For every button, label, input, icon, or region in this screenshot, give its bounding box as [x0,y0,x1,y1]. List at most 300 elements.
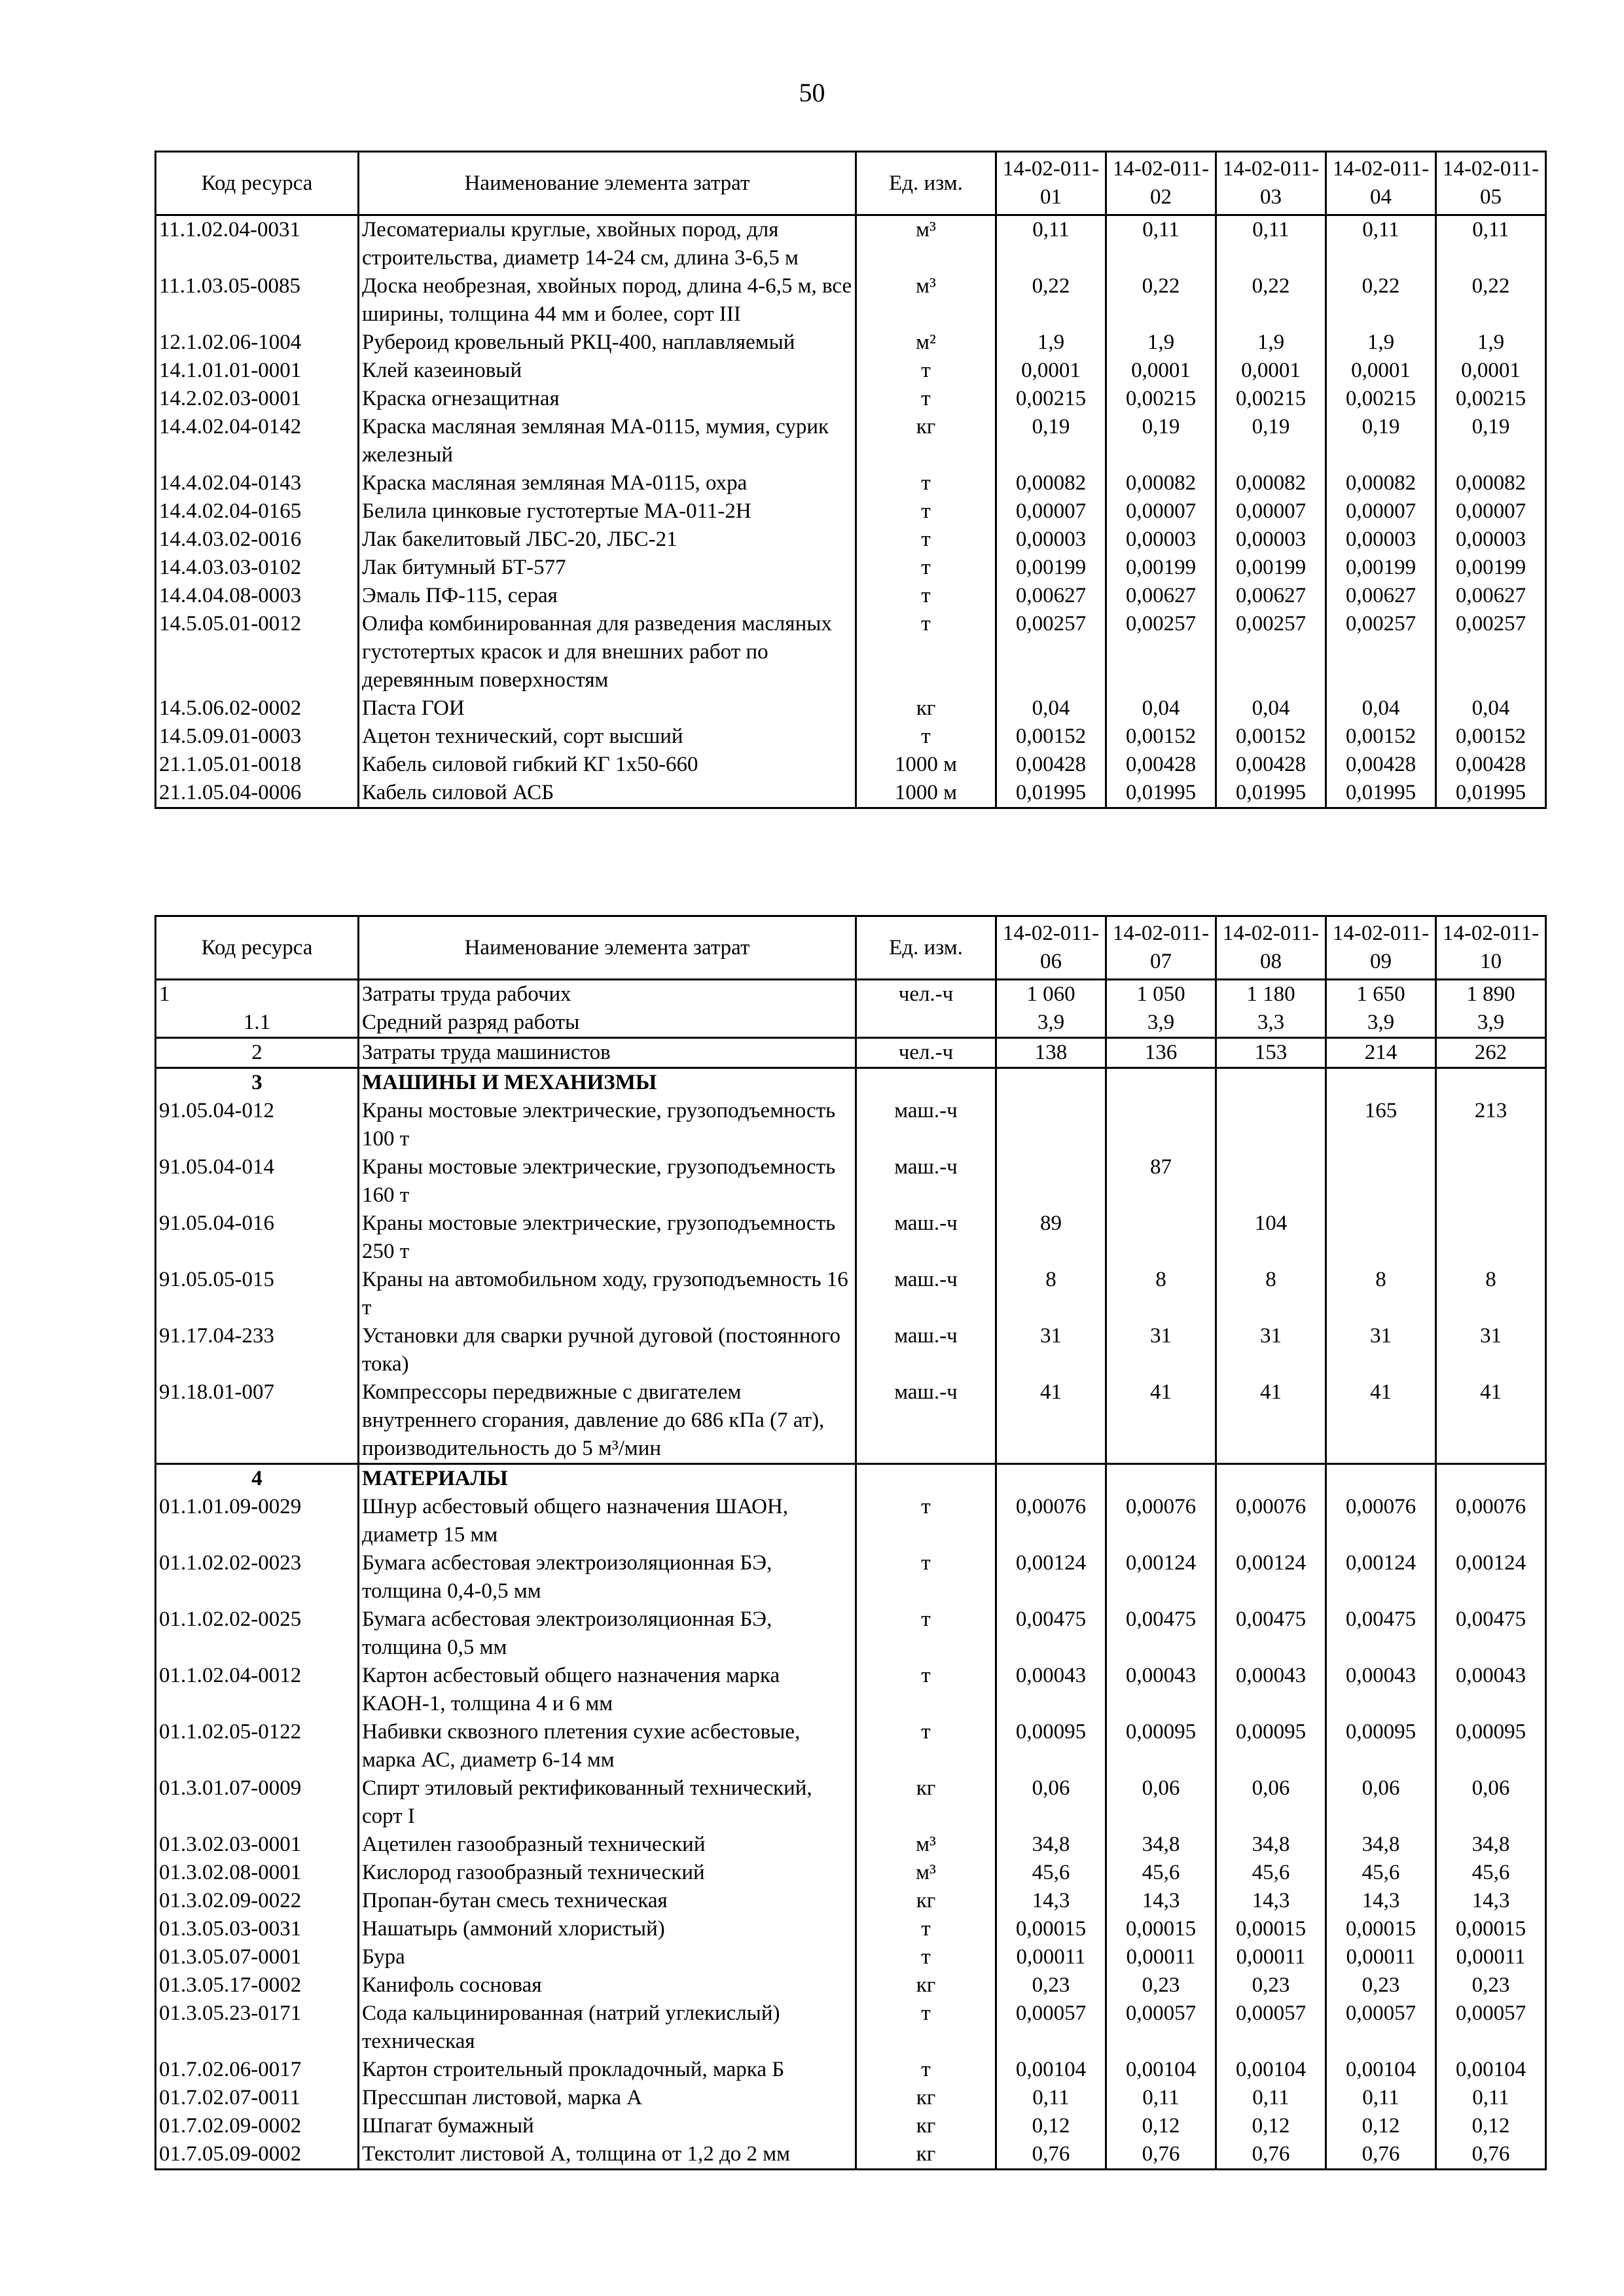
resource-value: 0,04 [1216,694,1326,723]
resource-value: 1 180 [1216,980,1326,1009]
resource-code: 2 [156,1038,359,1068]
resource-value: 0,11 [1106,215,1216,273]
resource-value: 0,00475 [1106,1605,1216,1662]
resource-value: 0,00104 [1326,2056,1436,2084]
resource-unit: 1000 м [856,779,996,808]
table-row [156,1378,1546,1464]
resource-value: 0,12 [1106,2112,1216,2140]
resource-code: 91.05.04-014 [156,1153,359,1210]
header-col-9: 14-02-011-09 [1326,916,1436,980]
resource-value: 45,6 [996,1859,1106,1887]
resource-value: 0,00043 [1216,1662,1326,1718]
table-row [156,272,1546,329]
resource-value: 0,00428 [1326,751,1436,779]
resource-value: 3,9 [1326,1009,1436,1038]
resource-unit: т [856,1662,996,1718]
resource-value: 0,00215 [1436,385,1546,413]
resource-value: 0,0001 [1216,357,1326,385]
header-col-7: 14-02-011-07 [1106,916,1216,980]
resource-value: 0,00015 [1216,1915,1326,1943]
resource-unit: т [856,1915,996,1943]
resource-value: 34,8 [996,1831,1106,1859]
table-row [156,1068,1546,1098]
table-row [156,1662,1546,1718]
resource-unit: чел.-ч [856,1038,996,1068]
resource-value: 0,00043 [1106,1662,1216,1718]
table-row [156,1859,1546,1887]
resource-value: 0,00082 [996,469,1106,497]
resource-code: 14.4.04.08-0003 [156,582,359,610]
resource-value: 3,3 [1216,1009,1326,1038]
resource-value: 0,00124 [1436,1549,1546,1605]
resource-value: 0,11 [1436,2084,1546,2112]
resource-value [1436,1153,1546,1210]
resource-code: 91.05.04-012 [156,1097,359,1153]
table-row [156,215,1546,273]
resource-unit: т [856,1493,996,1549]
resource-name: Компрессоры передвижные с двигателем внутреннего сгорания, давление до 686 кПа (7 ат), производительность до 5 м³/мин [359,1378,856,1464]
resource-value: 0,19 [1216,413,1326,469]
resource-value [1436,1068,1546,1098]
header-col-10: 14-02-011-10 [1436,916,1546,980]
resource-value: 0,00104 [996,2056,1106,2084]
resource-value [1326,1153,1436,1210]
resource-unit: т [856,1605,996,1662]
table-row [156,1322,1546,1378]
resource-unit: маш.-ч [856,1322,996,1378]
resource-name: Пропан-бутан смесь техническая [359,1887,856,1915]
resource-unit: кг [856,1887,996,1915]
header-col-6: 14-02-011-06 [996,916,1106,980]
table-row [156,2056,1546,2084]
table-header-row [156,152,1546,215]
resource-value: 0,00475 [1326,1605,1436,1662]
resource-value: 87 [1106,1153,1216,1210]
resource-unit: маш.-ч [856,1097,996,1153]
resource-value: 0,00007 [996,497,1106,526]
resource-value: 0,00057 [1436,2000,1546,2056]
resource-value: 14,3 [1436,1887,1546,1915]
resource-name: Краска огнезащитная [359,385,856,413]
resource-value: 0,00199 [1326,554,1436,582]
resource-unit: м³ [856,272,996,329]
resource-code: 01.7.05.09-0002 [156,2140,359,2170]
resource-value [1326,1464,1436,1494]
resource-value: 0,00257 [996,610,1106,694]
resource-unit: кг [856,694,996,723]
resource-unit: м³ [856,215,996,273]
resource-name: Канифоль сосновая [359,1971,856,2000]
resource-value: 0,11 [1216,2084,1326,2112]
resource-code [156,1068,359,1098]
table-row [156,1943,1546,1971]
header-name: Наименование элемента затрат [359,916,856,980]
resource-name: Ацетилен газообразный технический [359,1831,856,1859]
resource-unit: т [856,526,996,554]
resource-code: 14.5.05.01-0012 [156,610,359,694]
header-col-5: 14-02-011-05 [1436,152,1546,215]
resource-code: 14.4.02.04-0142 [156,413,359,469]
resource-value: 0,22 [1436,272,1546,329]
table-row [156,1549,1546,1605]
resource-value [1216,1464,1326,1494]
resource-value: 0,12 [1436,2112,1546,2140]
resource-value [996,1068,1106,1098]
table-row [156,1493,1546,1549]
table-row [156,1266,1546,1322]
resource-unit: т [856,554,996,582]
resource-unit: т [856,2056,996,2084]
resource-name: Картон строительный прокладочный, марка Б [359,2056,856,2084]
resource-name: Затраты труда машинистов [359,1038,856,1068]
resource-value: 8 [996,1266,1106,1322]
resource-name: Эмаль ПФ-115, серая [359,582,856,610]
resource-value: 0,23 [996,1971,1106,2000]
resource-value: 0,00475 [1216,1605,1326,1662]
resource-value: 3,9 [996,1009,1106,1038]
resource-code: 01.1.02.02-0023 [156,1549,359,1605]
resource-value: 0,06 [996,1774,1106,1831]
resource-name: Лак битумный БТ-577 [359,554,856,582]
table-header-row [156,916,1546,980]
resource-value: 0,01995 [996,779,1106,808]
resource-value: 0,00199 [1216,554,1326,582]
resource-value: 0,19 [1106,413,1216,469]
resource-value: 0,00104 [1436,2056,1546,2084]
resource-value: 41 [1216,1378,1326,1464]
resource-value: 0,00003 [1326,526,1436,554]
resource-code: 01.1.02.04-0012 [156,1662,359,1718]
resource-value: 0,11 [1326,2084,1436,2112]
resource-unit [856,1464,996,1494]
resource-value: 0,00627 [1216,582,1326,610]
resource-value: 165 [1326,1097,1436,1153]
resource-value: 0,00076 [1216,1493,1326,1549]
resource-code: 14.4.02.04-0165 [156,497,359,526]
resource-value: 0,00627 [1106,582,1216,610]
resource-value: 0,00011 [996,1943,1106,1971]
resource-name: Краска масляная земляная МА-0115, мумия, сурик железный [359,413,856,469]
resource-code: 01.7.02.09-0002 [156,2112,359,2140]
resource-code: 01.3.02.09-0022 [156,1887,359,1915]
resource-code: 91.18.01-007 [156,1378,359,1464]
resource-code: 01.3.05.03-0031 [156,1915,359,1943]
resource-value: 3,9 [1436,1009,1546,1038]
resource-value: 41 [1326,1378,1436,1464]
resource-value [1106,1097,1216,1153]
table-row [156,1038,1546,1068]
resource-unit: кг [856,2112,996,2140]
resource-code: 14.4.02.04-0143 [156,469,359,497]
resource-value: 0,00104 [1106,2056,1216,2084]
header-name: Наименование элемента затрат [359,152,856,215]
resource-value: 0,01995 [1436,779,1546,808]
resource-value: 0,00215 [996,385,1106,413]
resource-value: 0,00011 [1326,1943,1436,1971]
resource-unit: м² [856,329,996,357]
resource-name: Краска масляная земляная МА-0115, охра [359,469,856,497]
resource-value: 0,76 [1106,2140,1216,2170]
resource-value: 45,6 [1106,1859,1216,1887]
resource-unit: т [856,582,996,610]
resource-value: 1 650 [1326,980,1436,1009]
resource-value: 0,12 [1326,2112,1436,2140]
resource-value: 0,19 [1436,413,1546,469]
resource-value: 89 [996,1210,1106,1266]
resource-value [996,1153,1106,1210]
resource-code: 1 [156,980,359,1009]
resource-value: 0,23 [1436,1971,1546,2000]
resource-name: Кислород газообразный технический [359,1859,856,1887]
resource-value: 14,3 [1216,1887,1326,1915]
resource-code [156,1464,359,1494]
resource-value: 0,76 [1436,2140,1546,2170]
table-row [156,554,1546,582]
resource-value: 31 [1436,1322,1546,1378]
resource-value: 0,00152 [1326,723,1436,751]
resource-value: 0,00152 [1216,723,1326,751]
table-row [156,1210,1546,1266]
resource-unit: кг [856,2084,996,2112]
resource-value: 0,00011 [1106,1943,1216,1971]
resource-code: 01.3.05.23-0171 [156,2000,359,2056]
resource-name: Шпагат бумажный [359,2112,856,2140]
resource-code: 11.1.03.05-0085 [156,272,359,329]
resource-value: 0,00124 [1106,1549,1216,1605]
resource-code: 01.3.02.08-0001 [156,1859,359,1887]
resource-name [359,1068,856,1098]
resource-value [996,1464,1106,1494]
resource-code: 12.1.02.06-1004 [156,329,359,357]
resource-value: 0,00043 [996,1662,1106,1718]
table-row [156,413,1546,469]
resource-unit: маш.-ч [856,1266,996,1322]
resource-code: 14.5.09.01-0003 [156,723,359,751]
resource-value: 31 [1326,1322,1436,1378]
resource-value: 41 [996,1378,1106,1464]
resource-value: 0,12 [996,2112,1106,2140]
resource-name: Спирт этиловый ректификованный технический, сорт I [359,1774,856,1831]
resource-name: Сода кальцинированная (натрий углекислый) техническая [359,2000,856,2056]
table-row [156,2112,1546,2140]
resource-name: Картон асбестовый общего назначения марка КАОН-1, толщина 4 и 6 мм [359,1662,856,1718]
resource-value: 0,04 [1106,694,1216,723]
resource-value: 0,00199 [1436,554,1546,582]
resource-unit: т [856,385,996,413]
resource-value [1216,1097,1326,1153]
table-row [156,1153,1546,1210]
resource-value: 0,11 [1326,215,1436,273]
resource-value: 0,00057 [1106,2000,1216,2056]
resource-value: 0,00199 [996,554,1106,582]
resource-value: 0,00015 [996,1915,1106,1943]
resource-value: 0,00082 [1106,469,1216,497]
resource-unit: т [856,610,996,694]
resource-code-text: 4 [251,1467,262,1490]
resource-name: Лак бакелитовый ЛБС-20, ЛБС-21 [359,526,856,554]
resource-value: 1,9 [1106,329,1216,357]
resource-value: 0,00076 [1436,1493,1546,1549]
resource-value: 0,00428 [1106,751,1216,779]
resource-value: 0,00011 [1216,1943,1326,1971]
table-row [156,779,1546,808]
resource-value: 0,12 [1216,2112,1326,2140]
resource-name: Ацетон технический, сорт высший [359,723,856,751]
resource-value: 0,00215 [1216,385,1326,413]
resource-value: 136 [1106,1038,1216,1068]
resource-value: 34,8 [1106,1831,1216,1859]
resource-value: 0,00152 [1436,723,1546,751]
resource-value: 0,00082 [1216,469,1326,497]
resource-name: Клей казеиновый [359,357,856,385]
resource-value: 0,00095 [1106,1718,1216,1774]
resource-code: 21.1.05.04-0006 [156,779,359,808]
resource-code: 11.1.02.04-0031 [156,215,359,273]
resource-name: Установки для сварки ручной дуговой (постоянного тока) [359,1322,856,1378]
resource-code: 91.17.04-233 [156,1322,359,1378]
resource-unit: кг [856,2140,996,2170]
resource-name: Лесоматериалы круглые, хвойных пород, для строительства, диаметр 14-24 см, длина 3-6,5 м [359,215,856,273]
resource-value: 1,9 [996,329,1106,357]
resource-code: 91.05.05-015 [156,1266,359,1322]
table-row [156,980,1546,1009]
resource-value: 0,00003 [996,526,1106,554]
resource-value: 0,00257 [1216,610,1326,694]
resource-value: 1 060 [996,980,1106,1009]
resource-value: 8 [1106,1266,1216,1322]
resource-code: 21.1.05.01-0018 [156,751,359,779]
resource-value: 14,3 [1326,1887,1436,1915]
resource-value: 0,00011 [1436,1943,1546,1971]
resource-value: 41 [1436,1378,1546,1464]
resource-unit: м³ [856,1831,996,1859]
resource-value: 0,00428 [1436,751,1546,779]
resource-value: 0,11 [1436,215,1546,273]
resource-value: 138 [996,1038,1106,1068]
resource-code: 01.3.05.17-0002 [156,1971,359,2000]
resource-value: 1 050 [1106,980,1216,1009]
table-row [156,2084,1546,2112]
resource-value: 0,23 [1326,1971,1436,2000]
resource-name: Краны мостовые электрические, грузоподъемность 100 т [359,1097,856,1153]
resource-value: 0,00257 [1436,610,1546,694]
resource-value: 0,11 [996,215,1106,273]
resource-value: 0,00428 [1216,751,1326,779]
resource-name: Текстолит листовой А, толщина от 1,2 до 2 мм [359,2140,856,2170]
table-row [156,1009,1546,1038]
resource-name: Затраты труда рабочих [359,980,856,1009]
resource-code: 91.05.04-016 [156,1210,359,1266]
resource-value: 0,01995 [1216,779,1326,808]
resource-code: 01.7.02.06-0017 [156,2056,359,2084]
resource-value: 0,00043 [1436,1662,1546,1718]
resource-name-text: МАШИНЫ И МЕХАНИЗМЫ [362,1071,657,1094]
resource-unit: м³ [856,1859,996,1887]
resource-value: 262 [1436,1038,1546,1068]
table-row [156,751,1546,779]
resource-value: 34,8 [1436,1831,1546,1859]
resource-value: 0,06 [1216,1774,1326,1831]
resource-value: 1,9 [1436,329,1546,357]
resource-code: 01.1.01.09-0029 [156,1493,359,1549]
resource-value: 34,8 [1326,1831,1436,1859]
resource-code: 01.3.05.07-0001 [156,1943,359,1971]
table-row [156,723,1546,751]
header-col-1: 14-02-011-01 [996,152,1106,215]
resource-value: 0,00007 [1326,497,1436,526]
resource-unit: маш.-ч [856,1153,996,1210]
resource-value: 0,11 [1106,2084,1216,2112]
resource-value: 0,00057 [996,2000,1106,2056]
header-col-2: 14-02-011-02 [1106,152,1216,215]
resource-unit: кг [856,1971,996,2000]
resource-value: 0,00199 [1106,554,1216,582]
resource-name: Паста ГОИ [359,694,856,723]
resource-name: Доска необрезная, хвойных пород, длина 4-6,5 м, все ширины, толщина 44 мм и более, сорт III [359,272,856,329]
resource-value: 3,9 [1106,1009,1216,1038]
header-code: Код ресурса [156,916,359,980]
table-row [156,1774,1546,1831]
resource-value [1106,1210,1216,1266]
resource-code: 14.4.03.02-0016 [156,526,359,554]
resource-code: 01.7.02.07-0011 [156,2084,359,2112]
resource-value: 0,00475 [1436,1605,1546,1662]
resource-name: Бумага асбестовая электроизоляционная БЭ, толщина 0,4-0,5 мм [359,1549,856,1605]
resource-name: Краны мостовые электрические, грузоподъемность 160 т [359,1153,856,1210]
resource-value: 0,0001 [996,357,1106,385]
resource-value: 0,11 [1216,215,1326,273]
resource-value: 0,00124 [1326,1549,1436,1605]
resource-value: 0,01995 [1326,779,1436,808]
resource-table-1 [154,151,1547,809]
resource-value: 0,19 [1326,413,1436,469]
resource-value: 0,00627 [1326,582,1436,610]
resource-code: 14.1.01.01-0001 [156,357,359,385]
resource-value [1436,1464,1546,1494]
resource-value: 104 [1216,1210,1326,1266]
table-row [156,1605,1546,1662]
table-row [156,357,1546,385]
resource-value: 8 [1436,1266,1546,1322]
resource-value: 0,22 [1216,272,1326,329]
resource-value: 0,00082 [1326,469,1436,497]
resource-value: 0,00015 [1436,1915,1546,1943]
resource-name: Средний разряд работы [359,1009,856,1038]
resource-table-2 [154,915,1547,2170]
resource-value: 1 890 [1436,980,1546,1009]
table-row [156,1464,1546,1494]
header-col-3: 14-02-011-03 [1216,152,1326,215]
table-row [156,2140,1546,2170]
resource-unit: маш.-ч [856,1210,996,1266]
resource-name: Бумага асбестовая электроизоляционная БЭ, толщина 0,5 мм [359,1605,856,1662]
resource-value: 0,00082 [1436,469,1546,497]
resource-value [1216,1153,1326,1210]
resource-value: 0,00627 [996,582,1106,610]
table-row [156,385,1546,413]
table-row [156,610,1546,694]
resource-name [359,1464,856,1494]
resource-unit: чел.-ч [856,980,996,1009]
resource-value: 0,00043 [1326,1662,1436,1718]
resource-value: 0,00215 [1326,385,1436,413]
resource-value: 0,00095 [996,1718,1106,1774]
resource-value: 0,00257 [1106,610,1216,694]
table-row [156,1971,1546,2000]
resource-value: 0,00095 [1436,1718,1546,1774]
header-col-8: 14-02-011-08 [1216,916,1326,980]
resource-name-text: МАТЕРИАЛЫ [362,1467,508,1490]
